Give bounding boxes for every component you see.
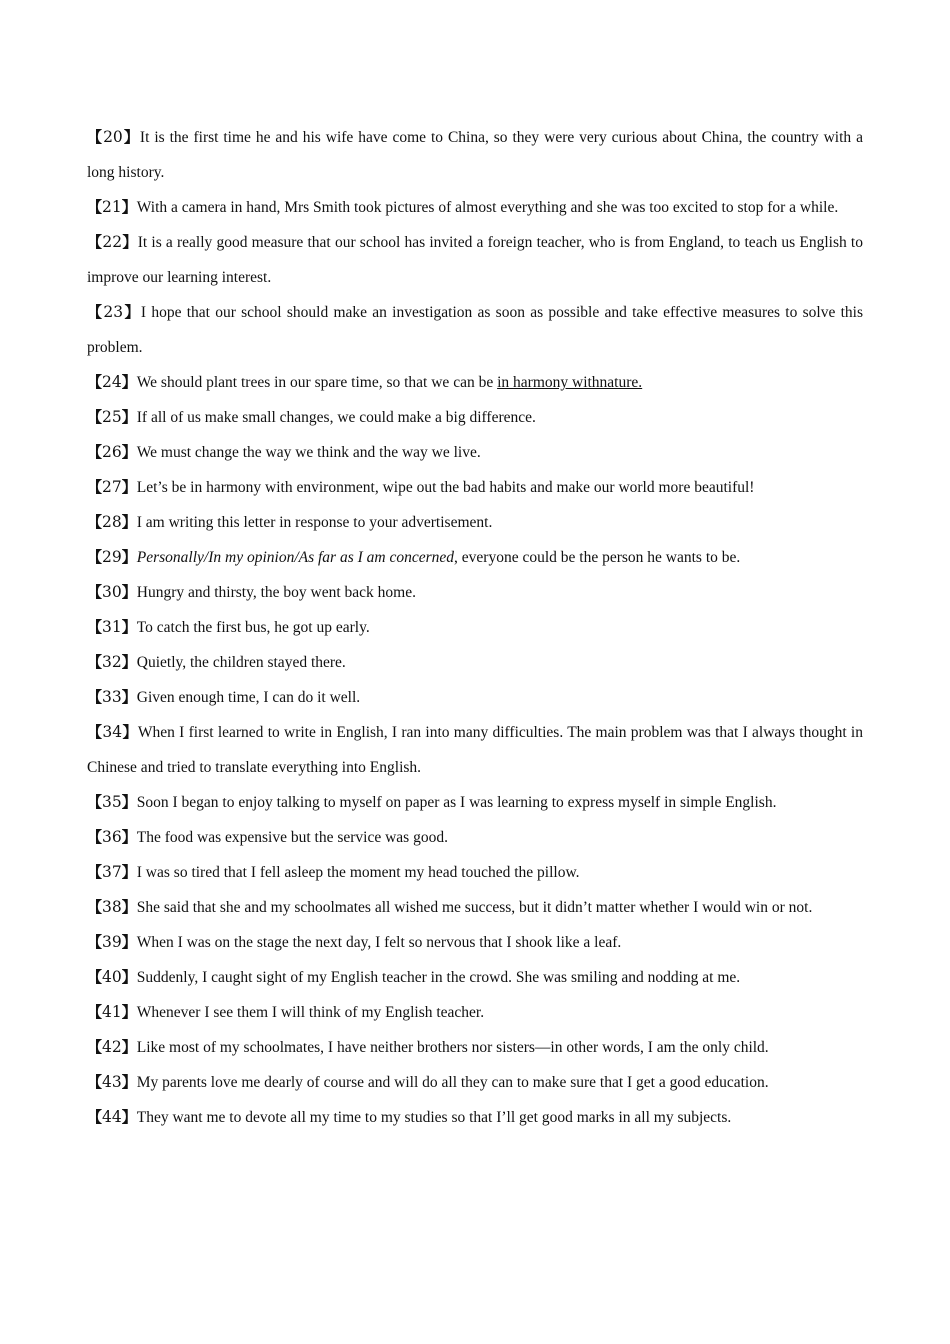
item-number: 31 xyxy=(102,618,122,636)
sentence-item-44: 【44】They want me to devote all my time to my studies so that I’ll get good marks in all my subjects. xyxy=(87,1108,732,1126)
item-number: 42 xyxy=(102,1038,122,1056)
item-number: 22 xyxy=(102,233,123,251)
item-text: If all of us make small changes, we could make a big difference. xyxy=(136,409,536,426)
item-text: She said that she and my schoolmates all wished me success, but it didn’t matter whether I would win or not. xyxy=(136,899,813,916)
item-number: 28 xyxy=(102,513,122,531)
item-text: We should plant trees in our spare time, so that we can be xyxy=(136,374,498,391)
sentence-item-25: 【25】If all of us make small changes, we could make a big difference. xyxy=(87,408,536,426)
sentence-item-37: 【37】I was so tired that I fell asleep the moment my head touched the pillow. xyxy=(87,863,580,881)
item-number: 34 xyxy=(102,723,123,741)
item-number: 27 xyxy=(102,478,122,496)
sentence-item-33: 【33】Given enough time, I can do it well. xyxy=(87,688,361,706)
item-number: 44 xyxy=(102,1108,122,1126)
item-text: When I was on the stage the next day, I felt so nervous that I shook like a leaf. xyxy=(136,934,622,951)
item-number: 40 xyxy=(102,968,122,986)
sentence-item-21: 【21】With a camera in hand, Mrs Smith took pictures of almost everything and she was too excited to stop for a while. xyxy=(87,198,839,216)
sentence-item-32: 【32】Quietly, the children stayed there. xyxy=(87,653,346,671)
item-number: 26 xyxy=(102,443,122,461)
sentence-item-35: 【35】Soon I began to enjoy talking to myself on paper as I was learning to express myself in simple English. xyxy=(87,793,777,811)
sentence-item-38: 【38】She said that she and my schoolmates all wished me success, but it didn’t matter whether I would win or not. xyxy=(87,898,813,916)
item-text: The food was expensive but the service was good. xyxy=(136,829,448,846)
sentence-item-26: 【26】We must change the way we think and the way we live. xyxy=(87,443,481,461)
item-text: Hungry and thirsty, the boy went back home. xyxy=(136,584,416,601)
item-number: 24 xyxy=(102,373,122,391)
item-number: 41 xyxy=(102,1003,122,1021)
sentence-item-42: 【42】Like most of my schoolmates, I have neither brothers nor sisters—in other words, I am the only child. xyxy=(87,1038,769,1056)
item-text: It is the first time he and his wife have come to China, so they were very curious about China, the country with a long history. xyxy=(87,129,863,181)
underlined-phrase: in harmony withnature. xyxy=(497,374,643,391)
item-text: Given enough time, I can do it well. xyxy=(136,689,361,706)
item-text: Let’s be in harmony with environment, wipe out the bad habits and make our world more beautiful! xyxy=(136,479,755,496)
item-text: When I first learned to write in English, I ran into many difficulties. The main problem was that I always thought in Chinese and tried to translate everything into English. xyxy=(87,724,863,776)
item-text: Soon I began to enjoy talking to myself on paper as I was learning to express myself in simple English. xyxy=(136,794,777,811)
sentence-item-20: 【20】It is the first time he and his wife have come to China, so they were very curious about China, the country with a long history. xyxy=(87,128,863,181)
sentence-item-41: 【41】Whenever I see them I will think of my English teacher. xyxy=(87,1003,485,1021)
sentence-list xyxy=(87,120,863,1135)
item-number: 30 xyxy=(102,583,122,601)
sentence-item-27: 【27】Let’s be in harmony with environment, wipe out the bad habits and make our world more beautiful! xyxy=(87,478,755,496)
item-text: To catch the first bus, he got up early. xyxy=(136,619,370,636)
sentence-item-39: 【39】When I was on the stage the next day, I felt so nervous that I shook like a leaf. xyxy=(87,933,622,951)
item-number: 38 xyxy=(102,898,122,916)
item-number: 33 xyxy=(102,688,122,706)
item-text: I am writing this letter in response to your advertisement. xyxy=(136,514,493,531)
item-number: 37 xyxy=(102,863,122,881)
sentence-item-28: 【28】I am writing this letter in response to your advertisement. xyxy=(87,513,493,531)
item-number: 39 xyxy=(102,933,122,951)
item-text: I was so tired that I fell asleep the moment my head touched the pillow. xyxy=(136,864,580,881)
item-text: I hope that our school should make an investigation as soon as possible and take effective measures to solve this problem. xyxy=(87,304,863,356)
sentence-item-23: 【23】I hope that our school should make an investigation as soon as possible and take effective measures to solve this problem. xyxy=(87,303,863,356)
item-text: Quietly, the children stayed there. xyxy=(136,654,346,671)
item-number: 36 xyxy=(102,828,122,846)
sentence-item-30: 【30】Hungry and thirsty, the boy went back home. xyxy=(87,583,416,601)
sentence-item-40: 【40】Suddenly, I caught sight of my English teacher in the crowd. She was smiling and nodding at me. xyxy=(87,968,741,986)
item-text: It is a really good measure that our school has invited a foreign teacher, who is from England, to teach us English to improve our learning interest. xyxy=(87,234,863,286)
sentence-item-29: 【29】Personally/In my opinion/As far as I am concerned, everyone could be the person he wants to be. xyxy=(87,548,741,566)
sentence-item-24: 【24】We should plant trees in our spare time, so that we can be in harmony withnature. xyxy=(87,373,643,391)
item-number: 32 xyxy=(102,653,122,671)
item-number: 20 xyxy=(103,128,123,146)
item-text: Whenever I see them I will think of my English teacher. xyxy=(136,1004,485,1021)
item-text: With a camera in hand, Mrs Smith took pictures of almost everything and she was too excited to stop for a while. xyxy=(136,199,839,216)
sentence-item-34: 【34】When I first learned to write in English, I ran into many difficulties. The main problem was that I always thought in Chinese and tried to translate everything into English. xyxy=(87,723,863,776)
item-number: 25 xyxy=(102,408,122,426)
item-number: 21 xyxy=(102,198,122,216)
item-text: We must change the way we think and the way we live. xyxy=(136,444,481,461)
italic-phrase: Personally/In my opinion/As far as I am concerned xyxy=(136,549,455,566)
item-text: Suddenly, I caught sight of my English teacher in the crowd. She was smiling and nodding at me. xyxy=(136,969,741,986)
item-text: My parents love me dearly of course and will do all they can to make sure that I get a good education. xyxy=(136,1074,769,1091)
item-text: Like most of my schoolmates, I have neither brothers nor sisters—in other words, I am the only child. xyxy=(136,1039,769,1056)
item-text: They want me to devote all my time to my studies so that I’ll get good marks in all my subjects. xyxy=(136,1109,732,1126)
item-number: 43 xyxy=(102,1073,122,1091)
sentence-item-22: 【22】It is a really good measure that our school has invited a foreign teacher, who is from England, to teach us English to improve our learning interest. xyxy=(87,233,863,286)
sentence-item-31: 【31】To catch the first bus, he got up early. xyxy=(87,618,370,636)
item-number: 23 xyxy=(103,303,124,321)
item-number: 29 xyxy=(102,548,122,566)
item-text: , everyone could be the person he wants to be. xyxy=(454,549,741,566)
sentence-item-36: 【36】The food was expensive but the service was good. xyxy=(87,828,448,846)
item-number: 35 xyxy=(102,793,122,811)
sentence-item-43: 【43】My parents love me dearly of course and will do all they can to make sure that I get a good education. xyxy=(87,1073,769,1091)
